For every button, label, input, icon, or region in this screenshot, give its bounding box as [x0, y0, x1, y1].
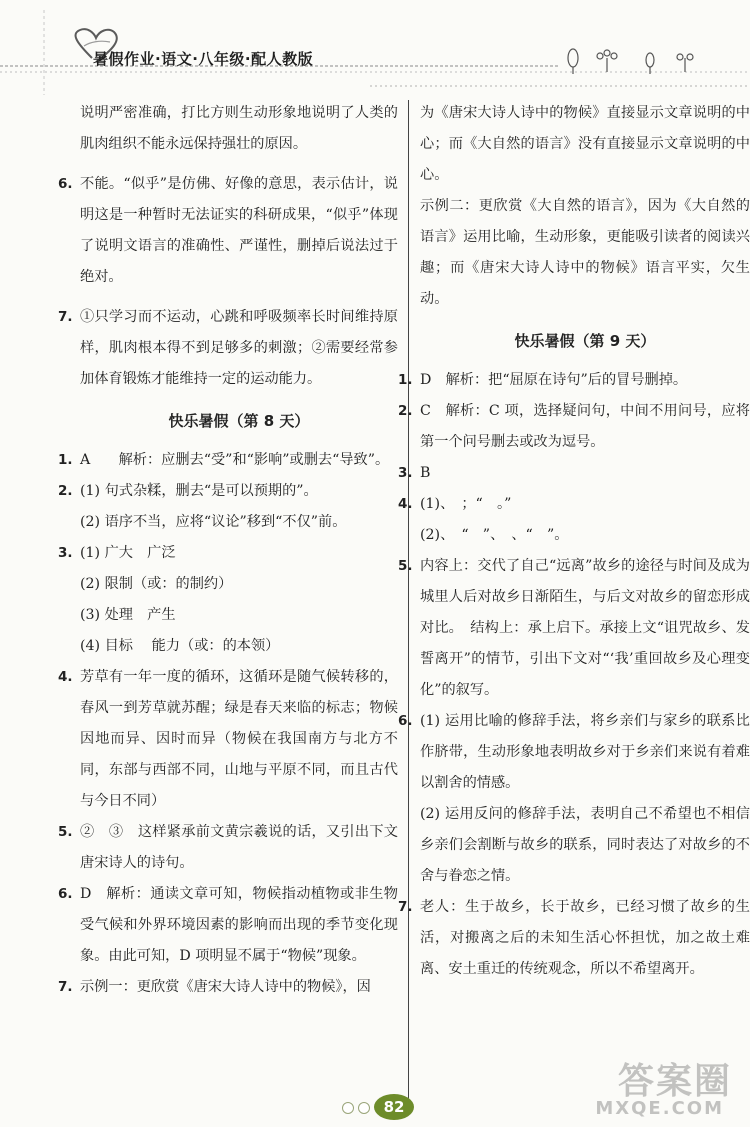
watermark-url: MXQE.COM	[595, 1098, 724, 1119]
item-subline: (2) 限制（或：的制约）	[80, 576, 233, 592]
plant-icons	[568, 49, 693, 74]
item-subline: (2) 语序不当，应将“议论”移到“不仅”前。	[80, 514, 347, 530]
item-subline: (1) 广大 广泛	[80, 545, 176, 561]
item-number: 4.	[398, 496, 413, 512]
item-number: 5.	[398, 558, 413, 574]
answer-item	[58, 445, 398, 476]
circle-icon	[342, 1102, 354, 1114]
answer-item	[58, 538, 398, 662]
page-number: 82	[374, 1094, 414, 1120]
item-text: A 解析：应删去“受”和“影响”或删去“导致”。	[80, 452, 390, 468]
item-text: 老人：生于故乡，长于故乡，已经习惯了故乡的生活，对搬离之后的未知生活心怀担忧，加之故土难离、安土重迁的传统观念，所以不希望离开。	[420, 899, 750, 977]
item-subline: (4) 目标 能力（或：的本领）	[80, 638, 280, 654]
circle-icon	[358, 1102, 370, 1114]
item-text: D 解析：通读文章可知，物候指动植物或非生物受气候和外界环境因素的影响而出现的季节变化现象。由此可知，D 项明显不属于“物候”现象。	[80, 886, 398, 964]
right-column	[398, 98, 750, 985]
item-subline: (2)、 “ ”、 、“ ”。	[420, 527, 569, 543]
answer-item	[398, 892, 750, 985]
item-subline: (3) 处理 产生	[80, 607, 176, 623]
item-subline: (1) 运用比喻的修辞手法，将乡亲们与家乡的联系比作脐带，生动形象地表明故乡对于乡亲们来说有着难以割舍的情感。	[420, 713, 750, 791]
answer-example-two: 示例二：更欣赏《大自然的语言》，因为《大自然的语言》运用比喻，生动形象，更能吸引读者的阅读兴趣；而《唐宋大诗人诗中的物候》语言平实，欠生动。	[420, 198, 750, 307]
item-number: 7.	[58, 979, 73, 995]
section-title-day8: 快乐暑假（第 8 天）	[168, 412, 310, 430]
answer-item	[398, 365, 750, 396]
item-number: 6.	[398, 713, 413, 729]
item-number: 6.	[58, 886, 73, 902]
item-number: 3.	[58, 545, 73, 561]
item-text: D 解析：把“屈原在诗句”后的冒号删掉。	[420, 372, 688, 388]
answer-item	[398, 458, 750, 489]
watermark-logo	[588, 1059, 738, 1119]
item-number: 2.	[58, 483, 73, 499]
item-number: 4.	[58, 669, 73, 685]
answer-item	[398, 396, 750, 458]
answer-item	[58, 972, 398, 1003]
item-text: 示例一：更欣赏《唐宋大诗人诗中的物候》，因	[80, 979, 371, 995]
item-number: 6.	[58, 176, 73, 192]
watermark-text: 答案圈	[617, 1061, 732, 1102]
item-text: ①只学习而不运动，心跳和呼吸频率长时间维持原样，肌肉根本得不到足够多的刺激；②需要经常参加体育锻炼才能维持一定的运动能力。	[80, 309, 398, 387]
item-subline: (1) 句式杂糅，删去“是可以预期的”。	[80, 483, 318, 499]
header-title: 暑假作业·语文·八年级·配人教版	[93, 50, 314, 68]
section-title-day9: 快乐暑假（第 9 天）	[514, 332, 656, 350]
answer-item	[398, 706, 750, 892]
item-text: 内容上：交代了自己“远离”故乡的途径与时间及成为城里人后对故乡日渐陌生，与后文对故乡的留恋形成对比。 结构上：承上启下。承接上文“诅咒故乡、发誓离开”的情节，引出下文对“‘我’重回故乡及心理变化”的叙写。	[420, 558, 750, 698]
item-subline: (2) 运用反问的修辞手法，表明自己不希望也不相信乡亲们会割断与故乡的联系，同时表达了对故乡的不舍与眷恋之情。	[420, 806, 750, 884]
page-number-badge	[340, 1094, 420, 1120]
item-subline: (1)、 ；“ 。”	[420, 496, 512, 512]
item-text: B	[420, 465, 431, 481]
answer-continuation: 为《唐宋大诗人诗中的物候》直接显示文章说明的中心；而《大自然的语言》没有直接显示文章说明的中心。	[420, 105, 750, 183]
answer-item	[398, 551, 750, 706]
item-number: 7.	[398, 899, 413, 915]
item-text: 芳草有一年一度的循环，这循环是随气候转移的，春风一到芳草就苏醒；绿是春天来临的标志；物候因地而异、因时而异（物候在我国南方与北方不同，东部与西部不同，山地与平原不同，而且古代与今日不同）	[80, 669, 398, 809]
item-number: 1.	[398, 372, 413, 388]
answer-item	[58, 476, 398, 538]
answer-item	[58, 817, 398, 879]
item-text: ② ③ 这样紧承前文黄宗羲说的话，又引出下文唐宋诗人的诗句。	[80, 824, 398, 871]
item-number: 2.	[398, 403, 413, 419]
item-number: 7.	[58, 309, 73, 325]
column-divider	[408, 100, 409, 1105]
answer-item	[398, 489, 750, 551]
item-text: C 解析：C 项，选择疑问句，中间不用问号，应将第一个问号删去或改为逗号。	[420, 403, 750, 450]
item-number: 1.	[58, 452, 73, 468]
answer-item	[58, 302, 398, 395]
page-header	[0, 0, 750, 100]
item-number: 5.	[58, 824, 73, 840]
item-number: 3.	[398, 465, 413, 481]
item-text: 不能。“似乎”是仿佛、好像的意思，表示估计，说明这是一种暂时无法证实的科研成果，“似乎”体现了说明文语言的准确性、严谨性，删掉后说法过于绝对。	[80, 176, 398, 285]
answer-item	[58, 169, 398, 293]
answer-item	[58, 662, 398, 817]
left-column	[58, 98, 398, 1003]
answer-continuation: 说明严密准确，打比方则生动形象地说明了人类的肌肉组织不能永远保持强壮的原因。	[80, 105, 398, 152]
answer-item	[58, 879, 398, 972]
